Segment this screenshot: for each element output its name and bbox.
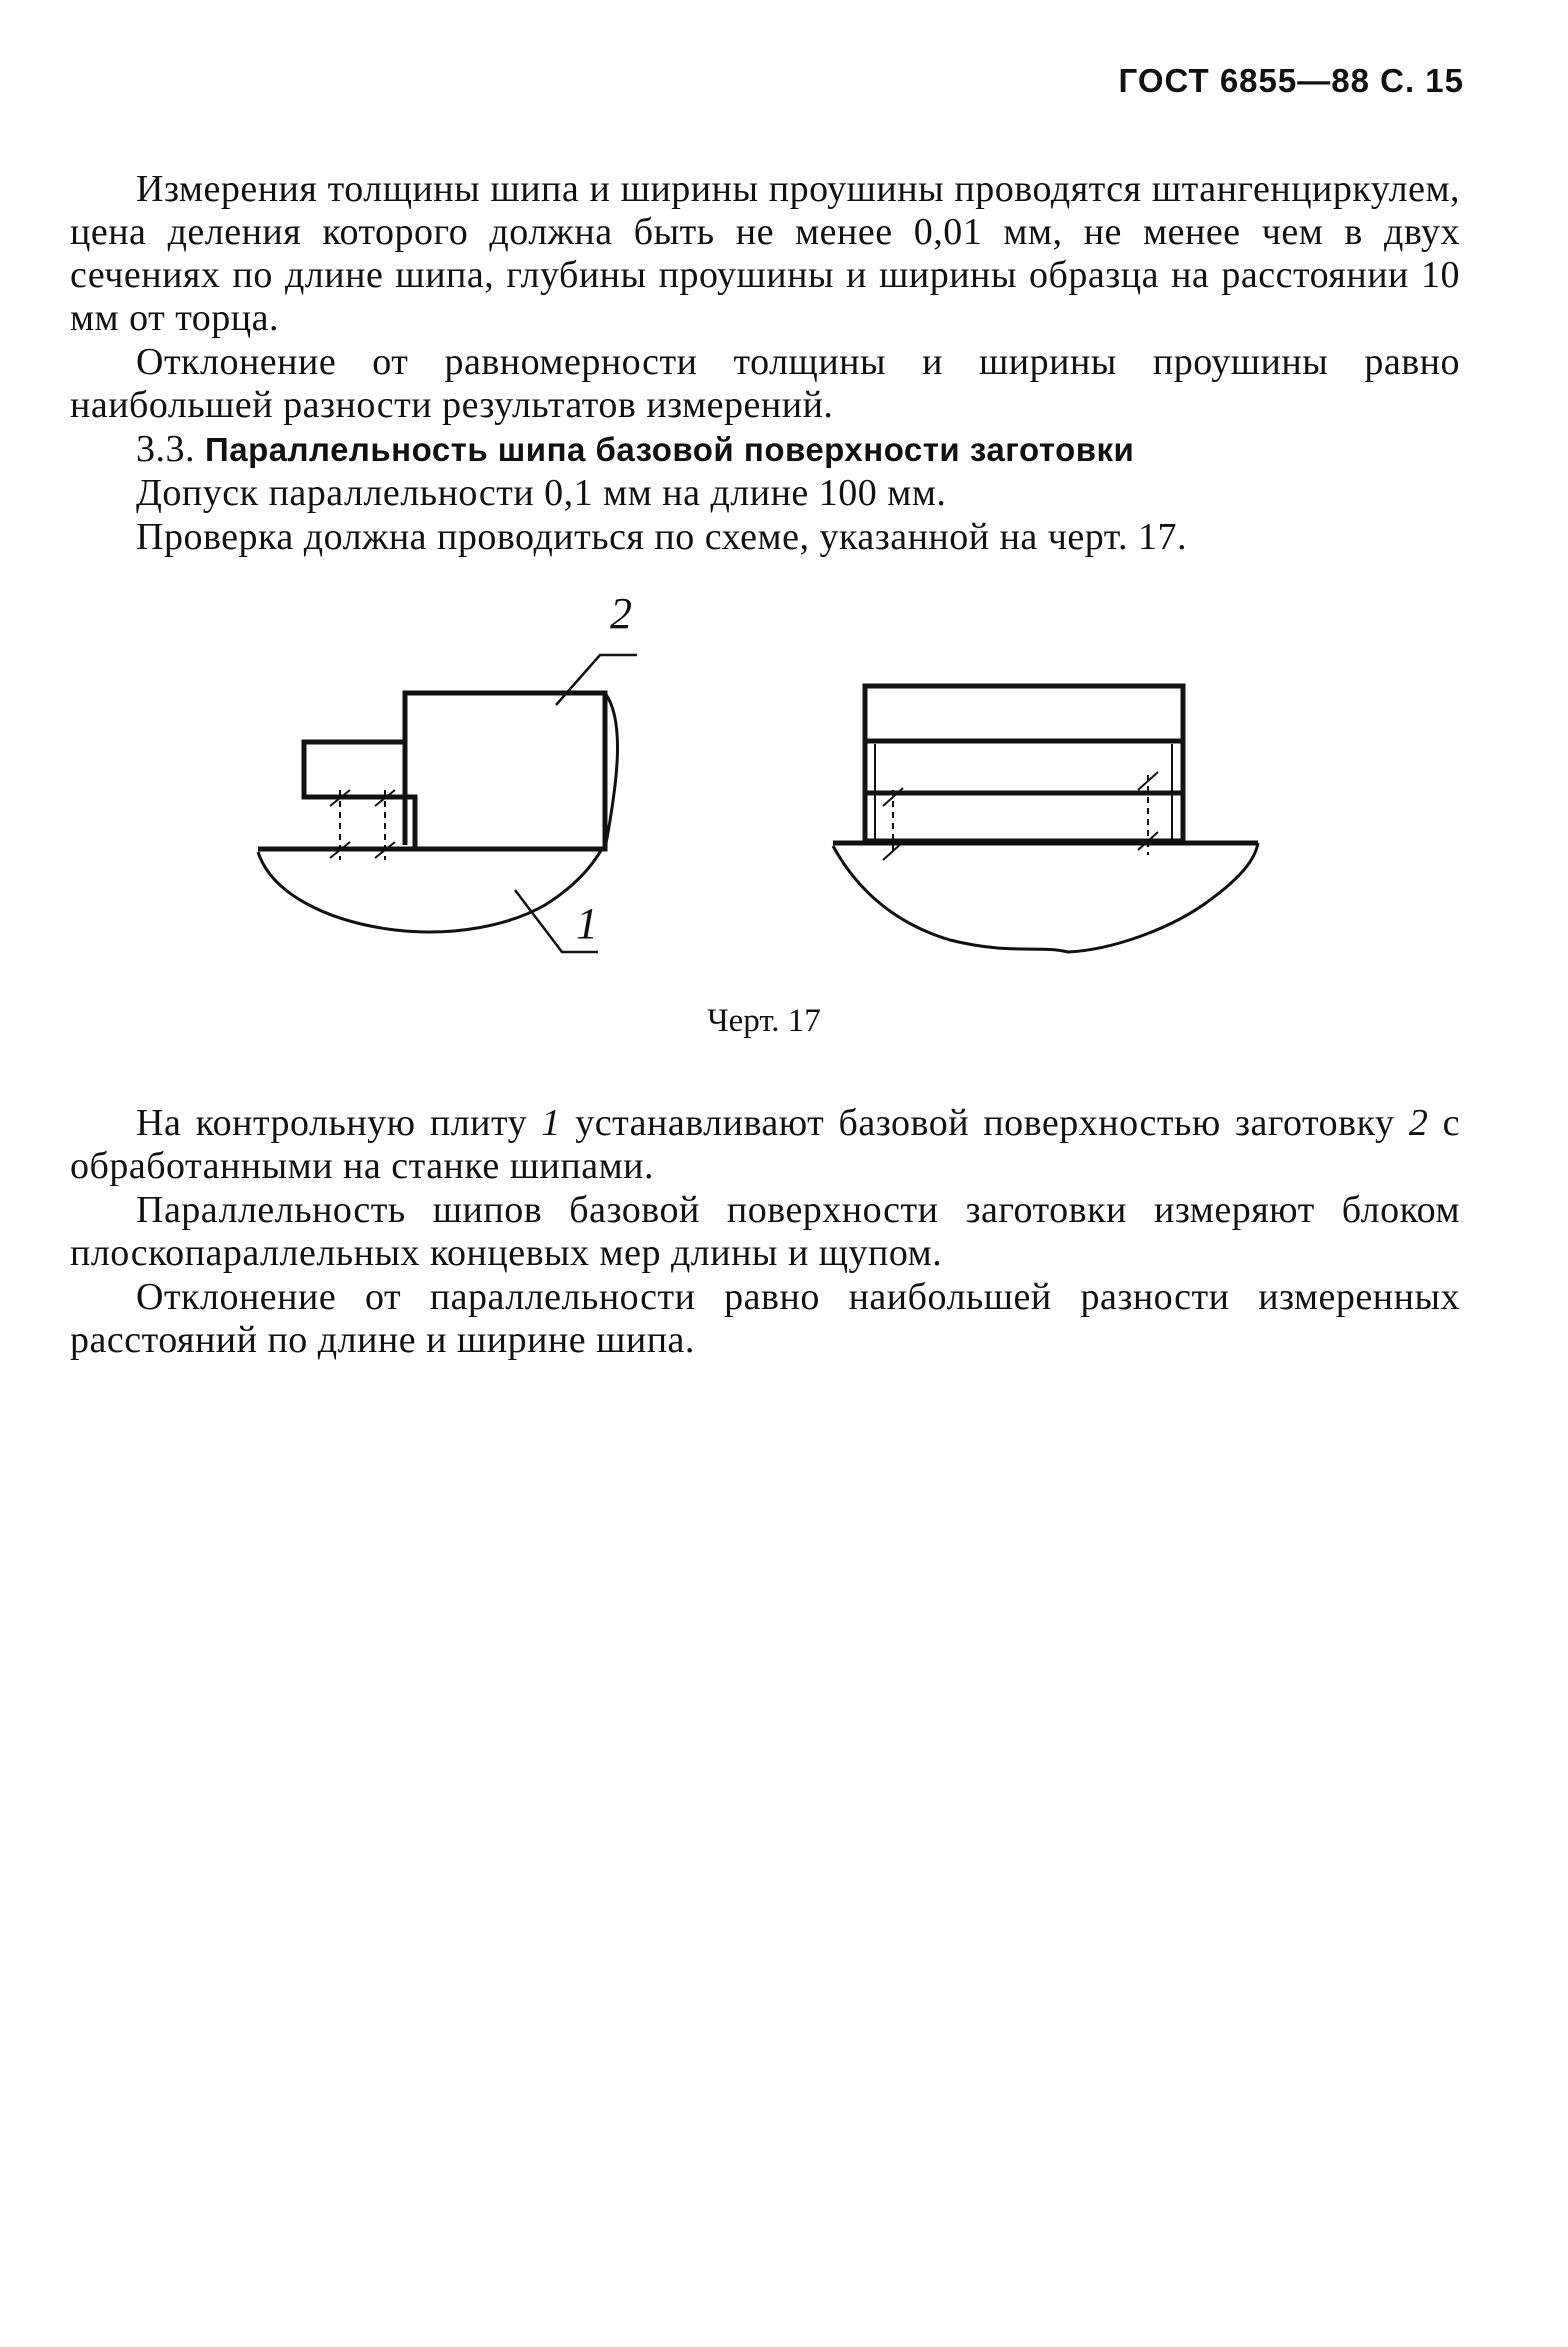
paragraph-parallelism-measure: Параллельность шипов базовой поверхности заготовки измеряют блоком плоскопараллельных концевых мер длины и щупом. xyxy=(70,1189,1460,1274)
paragraph-setup xyxy=(70,1102,1460,1188)
section-title: Параллельность шипа базовой поверхности заготовки xyxy=(205,431,1135,468)
right-block-bottom xyxy=(865,793,1183,841)
right-tick-1 xyxy=(883,788,903,806)
paragraph-tolerance: Допуск параллельности 0,1 мм на длине 100 мм. xyxy=(136,472,947,514)
paragraph-parallelism-deviation: Отклонение от параллельности равно наибольшей разности измеренных расстояний по длине и ширине шипа. xyxy=(70,1276,1460,1361)
setup-text-c: с обработанными на станке шипами. xyxy=(70,1102,1460,1187)
right-tick-3 xyxy=(1138,772,1158,790)
setup-ref-plate: 1 xyxy=(541,1102,561,1144)
left-workpiece-outline xyxy=(304,693,605,849)
figure-caption-wrap xyxy=(0,1003,1568,1040)
paragraph-check-scheme: Проверка должна проводиться по схеме, указанной на черт. 17. xyxy=(136,516,1188,558)
figure-label-2: 2 xyxy=(610,589,632,638)
left-tick-4 xyxy=(375,842,395,858)
left-tick-3 xyxy=(330,842,350,858)
section-heading xyxy=(70,428,1460,471)
text-block-top xyxy=(70,168,1460,559)
setup-text-a: На контрольную плиту xyxy=(136,1102,542,1144)
right-plate-body xyxy=(833,843,1258,952)
right-tick-4 xyxy=(1138,832,1158,850)
leader-label-2 xyxy=(556,655,637,705)
right-tick-2 xyxy=(883,842,903,860)
paragraph-deviation: Отклонение от равномерности толщины и ширины проушины равно наибольшей разности результатов измерений. xyxy=(70,341,1460,426)
left-plate-body xyxy=(258,849,602,932)
leader-label-1 xyxy=(515,890,598,952)
left-tick-1 xyxy=(330,790,350,806)
figure-caption: Черт. 17 xyxy=(707,1003,821,1039)
figure-label-1: 1 xyxy=(576,899,598,948)
section-number: 3.3. xyxy=(136,428,195,470)
setup-ref-workpiece: 2 xyxy=(1408,1102,1429,1144)
page-header: ГОСТ 6855—88 С. 15 xyxy=(1118,62,1464,99)
left-workpiece-break xyxy=(605,693,618,849)
paragraph-measurement: Измерения толщины шипа и ширины проушины проводятся штангенциркулем, цена деления которого должна быть не менее 0,01 мм, не менее чем в двух сечениях по длине шипа, глубины проушины и ширины образца на расстоянии 10 мм от торца. xyxy=(70,168,1460,339)
text-block-bottom xyxy=(70,1102,1460,1362)
right-block-middle xyxy=(865,741,1183,793)
setup-text-b: устанавливают базовой поверхностью заготовку xyxy=(560,1102,1409,1144)
right-block-top xyxy=(865,686,1183,741)
left-tick-2 xyxy=(375,790,395,806)
